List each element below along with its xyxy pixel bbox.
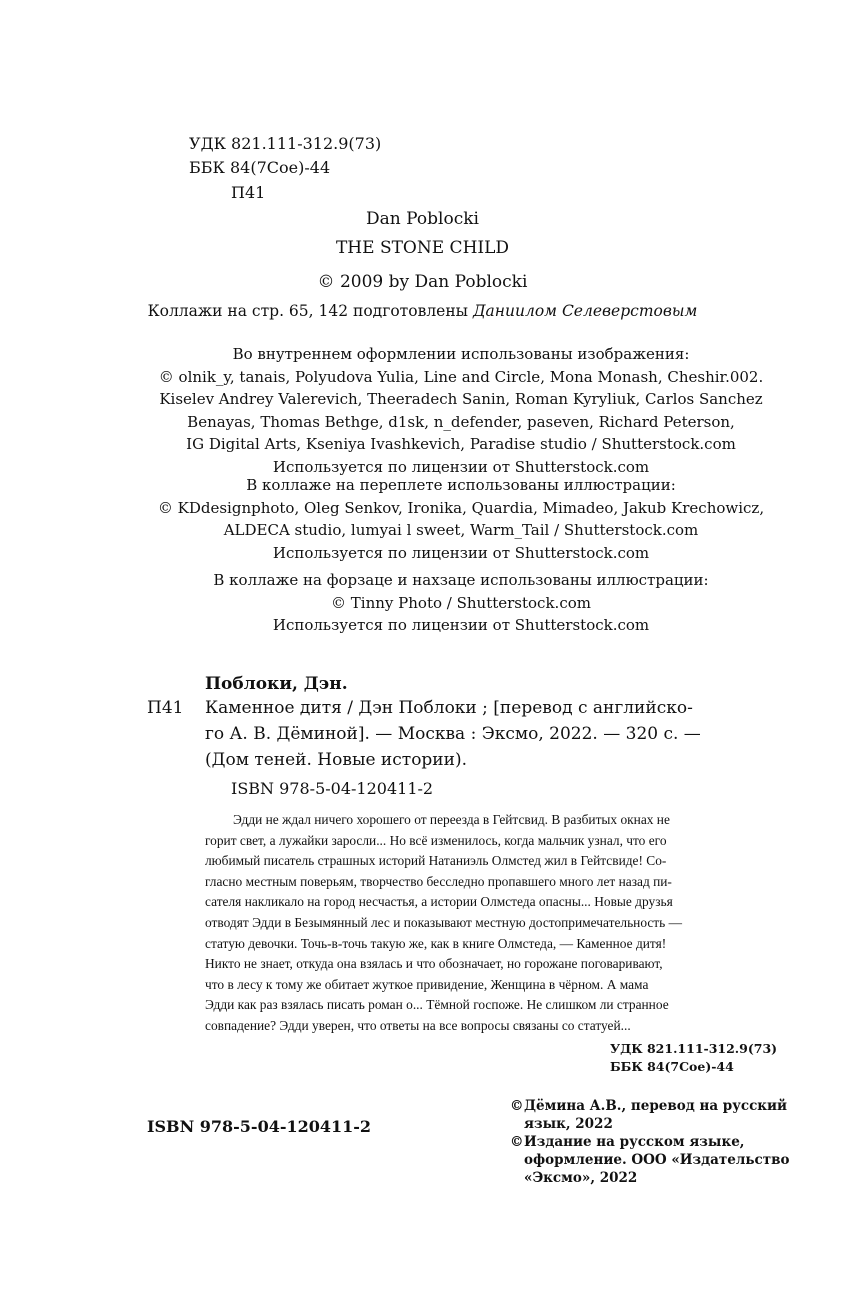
annotation-line: горит свет, а лужайки заросли... Но всё изменилось, когда мальчик узнал, что его — [205, 832, 667, 848]
copyright-line: Издание на русском языке, — [524, 1134, 745, 1150]
copyright-line: «Эксмо», 2022 — [524, 1170, 638, 1186]
catalog-author: Поблоки, Дэн. — [205, 674, 348, 694]
annotation-line: отводят Эдди в Безымянный лес и показывают местную достопримечательность — — [205, 914, 683, 930]
copyright-line: язык, 2022 — [524, 1116, 613, 1132]
collage-credit-prefix: Коллажи на стр. 65, 142 подготовлены — [147, 302, 469, 320]
copyright-translation — [510, 1097, 787, 1133]
annotation — [205, 810, 775, 1037]
copyright-publisher — [510, 1133, 789, 1187]
credits-line: IG Digital Arts, Kseniya Ivashkevich, Paradise studio / Shutterstock.com — [186, 435, 736, 453]
annotation-line: статую девочки. Точь-в-точь такую же, как в книге Олмстеда, — Каменное дитя! — [205, 935, 667, 951]
catalog-line: (Дом теней. Новые истории). — [205, 750, 468, 770]
footer-isbn: ISBN 978-5-04-120411-2 — [147, 1117, 372, 1136]
credits-line: Используется по лицензии от Shutterstock.com — [272, 616, 650, 634]
catalog-description — [205, 695, 701, 773]
credits-line: В коллаже на переплете использованы иллюстрации: — [246, 476, 676, 494]
annotation-line: Никто не знает, откуда она взялась и что обозначает, но горожане поговаривают, — [205, 956, 663, 972]
credits-binding — [0, 474, 845, 564]
catalog-line: Каменное дитя / Дэн Поблоки ; [перевод с английско- — [205, 698, 693, 718]
credits-line: Во внутреннем оформлении использованы изображения: — [232, 345, 690, 363]
annotation-line: совпадение? Эдди уверен, что ответы на все вопросы связаны со статуей... — [205, 1017, 631, 1033]
credits-interior — [0, 343, 845, 478]
credits-line: Используется по лицензии от Shutterstock.com — [272, 457, 650, 476]
bbk-code: ББК 84(7Сое)-44 — [189, 158, 331, 177]
credits-line: © olnik_y, tanais, Polyudova Yulia, Line and Circle, Mona Monash, Cheshir.002. — [158, 367, 764, 386]
original-author: Dan Poblocki — [366, 209, 479, 229]
credits-line: Kiselev Andrey Valerevich, Theeradech Sanin, Roman Kyryliuk, Carlos Sanchez — [159, 390, 763, 408]
credits-line: ALDECA studio, lumyai l sweet, Warm_Tail / Shutterstock.com — [223, 521, 699, 539]
annotation-line: что в лесу к тому же обитает жуткое привидение, Женщина в чёрном. А мама — [205, 976, 649, 992]
credits-line: © Tinny Photo / Shutterstock.com — [331, 593, 591, 612]
collage-credit-artist: Даниилом Селеверстовым — [472, 302, 698, 320]
copyright-symbol: © — [510, 1134, 524, 1150]
annotation-line: гласно местным поверьям, творчество бесследно пропавшего много лет назад пи- — [205, 873, 672, 889]
catalog-isbn: ISBN 978-5-04-120411-2 — [231, 779, 434, 798]
original-title: THE STONE CHILD — [335, 238, 510, 258]
credits-line: Benayas, Thomas Bethge, d1sk, n_defender, paseven, Richard Peterson, — [187, 412, 735, 431]
credits-line: В коллаже на форзаце и нахзаце использованы иллюстрации: — [213, 571, 709, 589]
copyright-line: Дёмина А.В., перевод на русский — [524, 1098, 788, 1114]
catalog-code: П41 — [147, 698, 184, 718]
annotation-line: Эдди не ждал ничего хорошего от переезда в Гейтсвид. В разбитых окнах не — [233, 812, 670, 827]
copyright-symbol: © — [510, 1098, 524, 1114]
annotation-line: Эдди как раз взялась писать роман о... Тёмной госпоже. Не слишком ли странное — [205, 997, 669, 1013]
author-mark-code: П41 — [231, 183, 266, 202]
credits-endpapers — [0, 569, 845, 637]
copyright-line: оформление. ООО «Издательство — [524, 1152, 790, 1168]
annotation-line: сателя накликало на город несчастья, а истории Олмстеда опасны... Новые друзья — [205, 894, 673, 910]
annotation-udk: УДК 821.111-312.9(73) — [610, 1041, 778, 1056]
original-copyright: © 2009 by Dan Poblocki — [317, 272, 528, 292]
catalog-line: го А. В. Дёминой]. — Москва : Эксмо, 2022. — 320 с. — — [205, 724, 701, 744]
credits-line: © KDdesignphoto, Oleg Senkov, Ironika, Quardia, Mimadeo, Jakub Krechowicz, — [157, 498, 765, 517]
credits-line: Используется по лицензии от Shutterstock.com — [272, 543, 650, 562]
udk-code: УДК 821.111-312.9(73) — [189, 134, 382, 153]
collage-credit — [0, 300, 845, 322]
annotation-bbk: ББК 84(7Сое)-44 — [610, 1059, 734, 1074]
annotation-line: любимый писатель страшных историй Натаниэль Олмстед жил в Гейтсвиде! Со- — [205, 853, 667, 869]
